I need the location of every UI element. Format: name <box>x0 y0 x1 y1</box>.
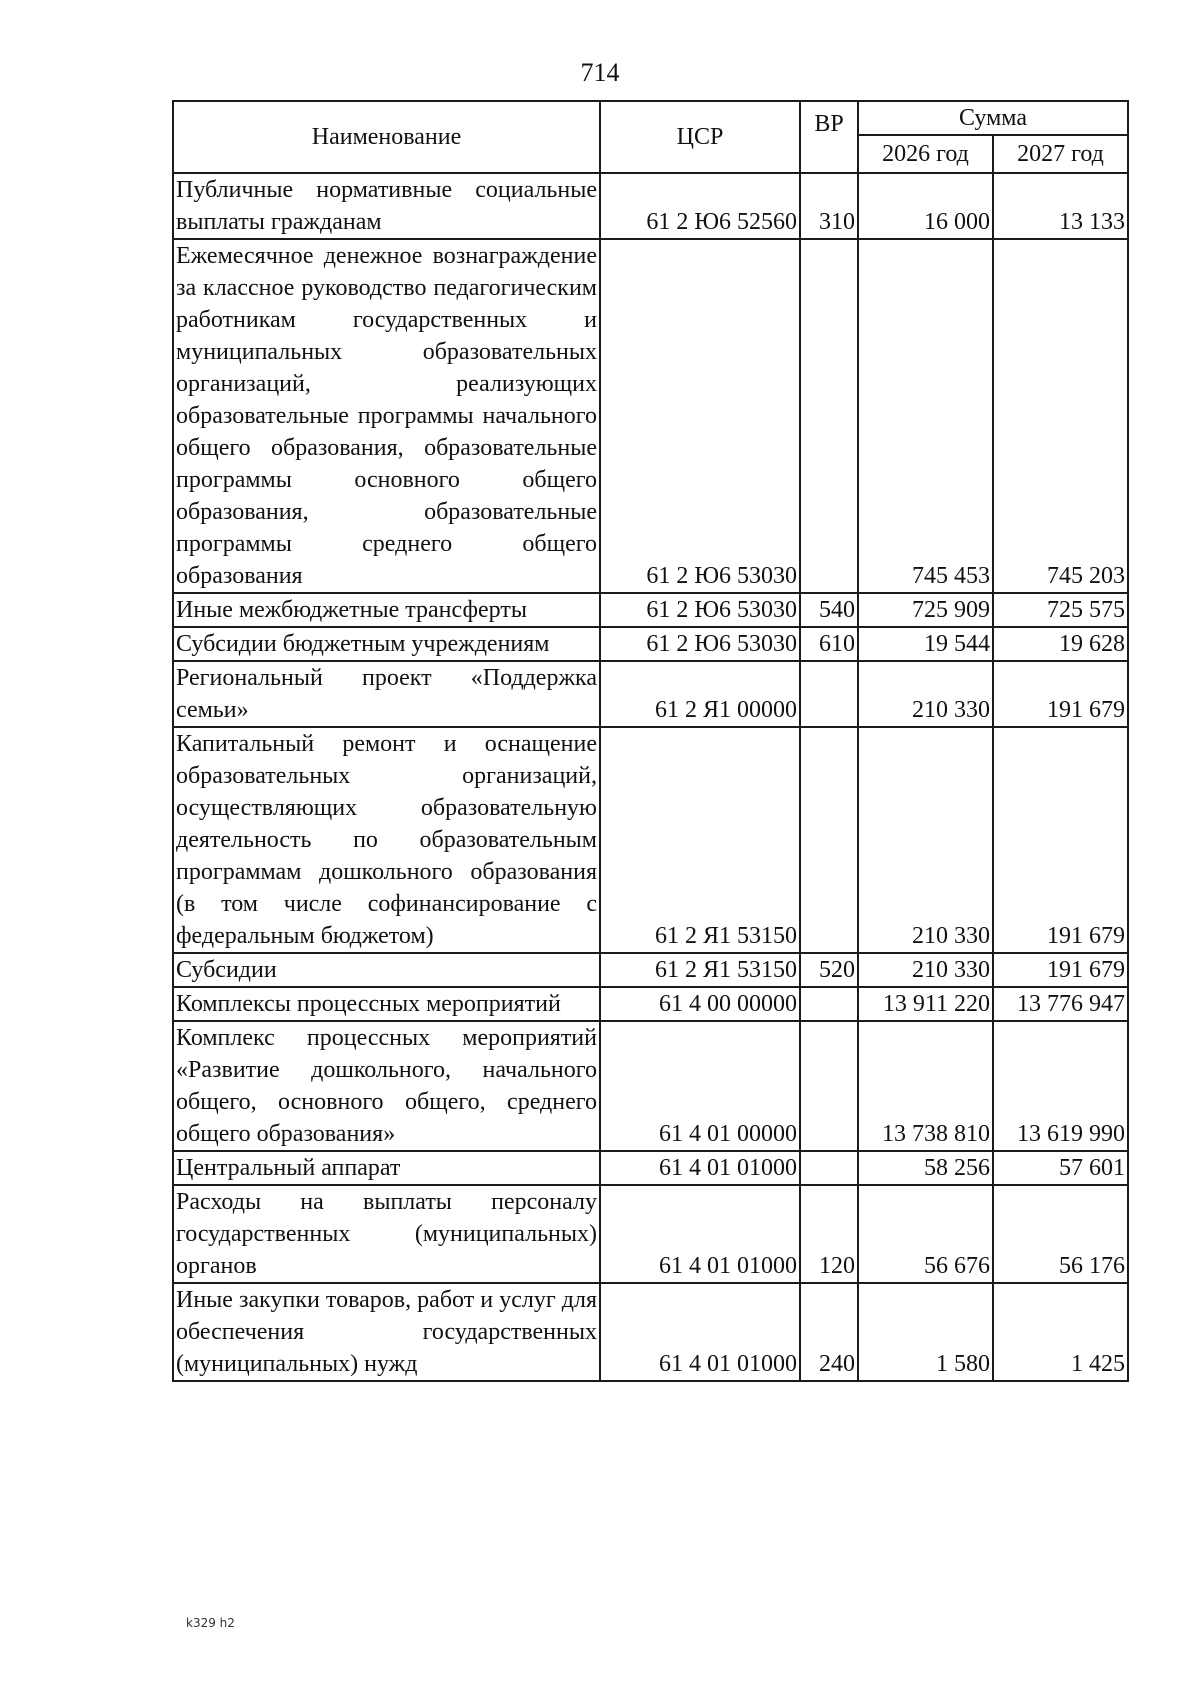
row-sum-2026: 58 256 <box>858 1151 993 1185</box>
row-name: Капитальный ремонт и оснащение образовательных организаций, осуществляющих образовательную деятельность по образовательным программам дошкольного образования (в том числе софинансирование с федеральным бюджетом) <box>173 727 600 953</box>
row-sum-2027: 191 679 <box>993 727 1128 953</box>
table-row <box>173 1021 1128 1151</box>
row-sum-2026: 210 330 <box>858 953 993 987</box>
table-row <box>173 1185 1128 1283</box>
row-sum-2026: 745 453 <box>858 239 993 593</box>
header-csr: ЦСР <box>600 101 800 173</box>
row-csr: 61 4 01 00000 <box>600 1021 800 1151</box>
row-csr: 61 2 Ю6 53030 <box>600 593 800 627</box>
row-vr <box>800 987 858 1021</box>
row-sum-2027: 19 628 <box>993 627 1128 661</box>
table-row <box>173 239 1128 593</box>
row-sum-2027: 56 176 <box>993 1185 1128 1283</box>
header-sum: Сумма <box>858 101 1128 135</box>
row-sum-2026: 13 911 220 <box>858 987 993 1021</box>
table-body <box>173 173 1128 1381</box>
row-sum-2027: 57 601 <box>993 1151 1128 1185</box>
row-sum-2027: 191 679 <box>993 953 1128 987</box>
row-sum-2027: 13 776 947 <box>993 987 1128 1021</box>
row-sum-2027: 725 575 <box>993 593 1128 627</box>
row-name: Субсидии бюджетным учреждениям <box>173 627 600 661</box>
table-row <box>173 987 1128 1021</box>
row-vr: 540 <box>800 593 858 627</box>
header-year-2026: 2026 год <box>858 135 993 173</box>
row-csr: 61 2 Я1 53150 <box>600 727 800 953</box>
row-csr: 61 2 Ю6 53030 <box>600 239 800 593</box>
row-csr: 61 4 01 01000 <box>600 1283 800 1381</box>
row-vr: 240 <box>800 1283 858 1381</box>
table-row <box>173 173 1128 239</box>
row-name: Центральный аппарат <box>173 1151 600 1185</box>
row-vr: 610 <box>800 627 858 661</box>
row-sum-2026: 210 330 <box>858 661 993 727</box>
table-row <box>173 953 1128 987</box>
row-name: Комплексы процессных мероприятий <box>173 987 600 1021</box>
row-csr: 61 2 Ю6 53030 <box>600 627 800 661</box>
table-row <box>173 627 1128 661</box>
table-row <box>173 593 1128 627</box>
row-sum-2027: 13 133 <box>993 173 1128 239</box>
table-row <box>173 1283 1128 1381</box>
row-vr <box>800 727 858 953</box>
row-sum-2026: 19 544 <box>858 627 993 661</box>
header-vr: ВР <box>800 101 858 173</box>
header-name: Наименование <box>173 101 600 173</box>
row-vr: 310 <box>800 173 858 239</box>
row-vr <box>800 239 858 593</box>
row-vr: 120 <box>800 1185 858 1283</box>
table-row <box>173 661 1128 727</box>
footer-code: k329 h2 <box>186 1616 235 1630</box>
row-name: Региональный проект «Поддержка семьи» <box>173 661 600 727</box>
row-vr <box>800 661 858 727</box>
row-sum-2027: 13 619 990 <box>993 1021 1128 1151</box>
row-sum-2026: 13 738 810 <box>858 1021 993 1151</box>
budget-table <box>172 100 1129 1382</box>
header-year-2027: 2027 год <box>993 135 1128 173</box>
row-csr: 61 2 Ю6 52560 <box>600 173 800 239</box>
row-name: Ежемесячное денежное вознаграждение за классное руководство педагогическим работникам государственных и муниципальных образовательных организаций, реализующих образовательные программы начального общего образования, образовательные программы основного общего образования, образовательные программы среднего общего образования <box>173 239 600 593</box>
row-name: Субсидии <box>173 953 600 987</box>
row-csr: 61 4 01 01000 <box>600 1151 800 1185</box>
row-vr <box>800 1151 858 1185</box>
row-sum-2027: 191 679 <box>993 661 1128 727</box>
table-header <box>173 101 1128 173</box>
row-vr: 520 <box>800 953 858 987</box>
row-sum-2027: 1 425 <box>993 1283 1128 1381</box>
row-name: Расходы на выплаты персоналу государственных (муниципальных) органов <box>173 1185 600 1283</box>
row-name: Иные межбюджетные трансферты <box>173 593 600 627</box>
row-name: Публичные нормативные социальные выплаты гражданам <box>173 173 600 239</box>
row-name: Иные закупки товаров, работ и услуг для обеспечения государственных (муниципальных) нужд <box>173 1283 600 1381</box>
table-row <box>173 727 1128 953</box>
table-row <box>173 1151 1128 1185</box>
row-sum-2026: 56 676 <box>858 1185 993 1283</box>
row-csr: 61 2 Я1 53150 <box>600 953 800 987</box>
row-sum-2026: 210 330 <box>858 727 993 953</box>
row-sum-2026: 725 909 <box>858 593 993 627</box>
row-name: Комплекс процессных мероприятий «Развитие дошкольного, начального общего, основного общего, среднего общего образования» <box>173 1021 600 1151</box>
row-sum-2026: 1 580 <box>858 1283 993 1381</box>
page-number: 714 <box>580 58 620 87</box>
row-vr <box>800 1021 858 1151</box>
row-csr: 61 4 01 01000 <box>600 1185 800 1283</box>
row-sum-2027: 745 203 <box>993 239 1128 593</box>
row-csr: 61 2 Я1 00000 <box>600 661 800 727</box>
row-csr: 61 4 00 00000 <box>600 987 800 1021</box>
row-sum-2026: 16 000 <box>858 173 993 239</box>
